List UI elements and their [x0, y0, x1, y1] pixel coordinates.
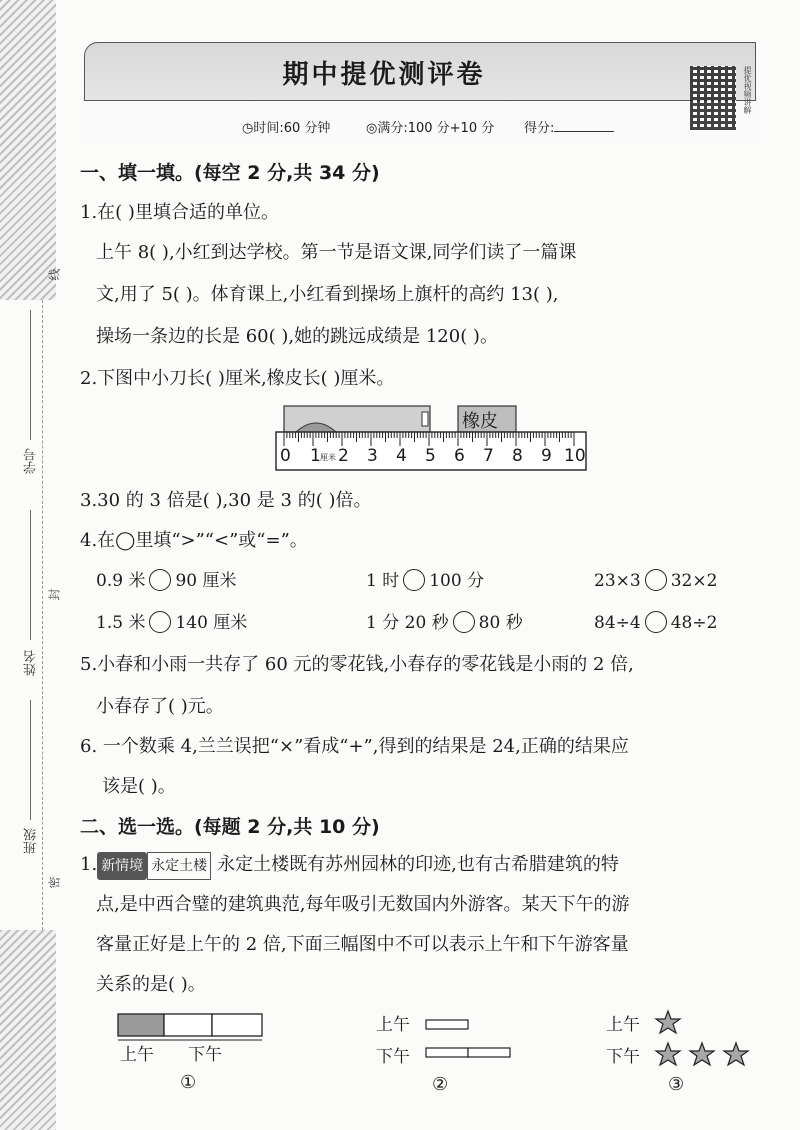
binding-hatch-top	[0, 0, 56, 300]
ruler-number: 2	[338, 446, 349, 466]
compare-circle-input[interactable]	[453, 611, 475, 633]
s2-q1-line: 点,是中西合璧的建筑典范,每年吸引无数国内外游客。某天下午的游	[96, 894, 630, 915]
score-field[interactable]: 得分:	[524, 117, 614, 136]
q2-stem: 2.下图中小刀长( )厘米,橡皮长( )厘米。	[80, 368, 395, 389]
q6-line: 该是( )。	[102, 776, 176, 797]
fig2-am-label: 上午	[376, 1015, 410, 1035]
binding-mark-line: 线	[47, 268, 62, 281]
q4-stem: 4.在◯里填“>”“<”或“=”。	[80, 530, 308, 551]
ruler-number: 5	[425, 446, 436, 466]
name-rule	[30, 510, 31, 640]
q6-line: 6. 一个数乘 4,兰兰误把“×”看成“+”,得到的结果是 24,正确的结果应	[80, 736, 629, 757]
time-info: ◷时间:60 分钟	[242, 121, 331, 136]
fig3-am-label: 上午	[606, 1015, 640, 1035]
eraser-label: 橡皮	[462, 411, 498, 432]
compare-circle-input[interactable]	[645, 569, 667, 591]
q5-line: 小春存了( )元。	[96, 696, 224, 717]
compare-circle-input[interactable]	[149, 611, 171, 633]
compare-item: 23×3 32×2	[594, 571, 718, 591]
compare-circle-input[interactable]	[403, 569, 425, 591]
star-icon	[690, 1043, 714, 1065]
student-id-label: 学号	[24, 448, 39, 474]
q1-stem: 1.在( )里填合适的单位。	[80, 202, 279, 223]
s2-q1-line: 关系的是( )。	[96, 974, 206, 995]
compare-item: 1 分 20 秒 80 秒	[366, 613, 523, 633]
binding-mark-seal: 封	[47, 588, 62, 601]
compare-item: 1 时 100 分	[366, 571, 485, 591]
star-icon	[724, 1043, 748, 1065]
section2-heading: 二、选一选。(每题 2 分,共 10 分)	[80, 816, 380, 838]
knife-icon	[284, 406, 430, 432]
qr-code-icon[interactable]	[690, 66, 736, 130]
full-score-info: ◎满分:100 分+10 分	[366, 121, 495, 136]
q1-line: 文,用了 5( )。体育课上,小红看到操场上旗杆的高约 13( ),	[96, 284, 559, 305]
topic-tag: 永定土楼	[147, 852, 211, 880]
fig3-pm-label: 下午	[606, 1047, 640, 1067]
student-id-rule	[30, 310, 31, 440]
page-title: 期中提优测评卷	[282, 60, 486, 90]
compare-circle-input[interactable]	[645, 611, 667, 633]
name-label: 姓名	[24, 650, 39, 676]
figure-2-bars	[424, 1016, 516, 1060]
star-icon	[656, 1011, 680, 1033]
fig2-option-label[interactable]: ②	[432, 1074, 449, 1095]
ruler-number: 6	[454, 446, 465, 466]
q5-line: 5.小春和小雨一共存了 60 元的零花钱,小春存的零花钱是小雨的 2 倍,	[80, 654, 634, 675]
ruler-number: 8	[512, 446, 523, 466]
fig1-am-label: 上午	[120, 1045, 154, 1065]
compare-item: 84÷4 48÷2	[594, 613, 718, 633]
compare-item: 1.5 米 140 厘米	[96, 613, 248, 633]
ruler-number: 0	[280, 446, 291, 466]
class-rule	[30, 700, 31, 820]
ruler-number-row	[280, 446, 590, 468]
star-icon	[656, 1043, 680, 1065]
fig2-pm-label: 下午	[376, 1047, 410, 1067]
ruler-number: 9	[541, 446, 552, 466]
q1-line: 操场一条边的长是 60( ),她的跳远成绩是 120( )。	[96, 326, 498, 347]
figure-3-stars	[654, 1008, 754, 1068]
ruler-number: 3	[367, 446, 378, 466]
s2-q1-line: 客量正好是上午的 2 倍,下面三幅图中不可以表示上午和下午游客量	[96, 934, 629, 955]
ruler-number: 4	[396, 446, 407, 466]
section1-heading: 一、填一填。(每空 2 分,共 34 分)	[80, 162, 380, 184]
binding-hatch-bottom	[0, 930, 56, 1130]
fig3-option-label[interactable]: ③	[668, 1074, 685, 1095]
new-scenario-tag: 新情境	[97, 852, 147, 880]
compare-circle-input[interactable]	[149, 569, 171, 591]
target-icon: ◎	[366, 121, 378, 136]
ruler-number: 1	[310, 446, 321, 466]
ruler-unit: 厘米	[320, 453, 336, 462]
ruler-number: 10	[564, 446, 586, 466]
ruler-number: 7	[483, 446, 494, 466]
class-label: 班级	[24, 828, 39, 854]
qr-caption: 提优视频讲解	[743, 66, 752, 114]
q1-line: 上午 8( ),小红到达学校。第一节是语文课,同学们读了一篇课	[96, 242, 577, 263]
s2-q1-first-line: 1. 新情境 永定土楼 永定土楼既有苏州园林的印迹,也有古希腊建筑的特	[80, 852, 619, 880]
binding-mark-secret: 密	[47, 876, 62, 889]
figure-1-bar-model	[116, 1010, 266, 1044]
fig1-option-label[interactable]: ①	[180, 1072, 197, 1093]
clock-icon: ◷	[242, 121, 254, 136]
fig1-pm-label: 下午	[188, 1045, 222, 1065]
compare-item: 0.9 米 90 厘米	[96, 571, 237, 591]
binding-dashed-line	[42, 300, 43, 930]
q3-text: 3.30 的 3 倍是( ),30 是 3 的( )倍。	[80, 490, 372, 511]
